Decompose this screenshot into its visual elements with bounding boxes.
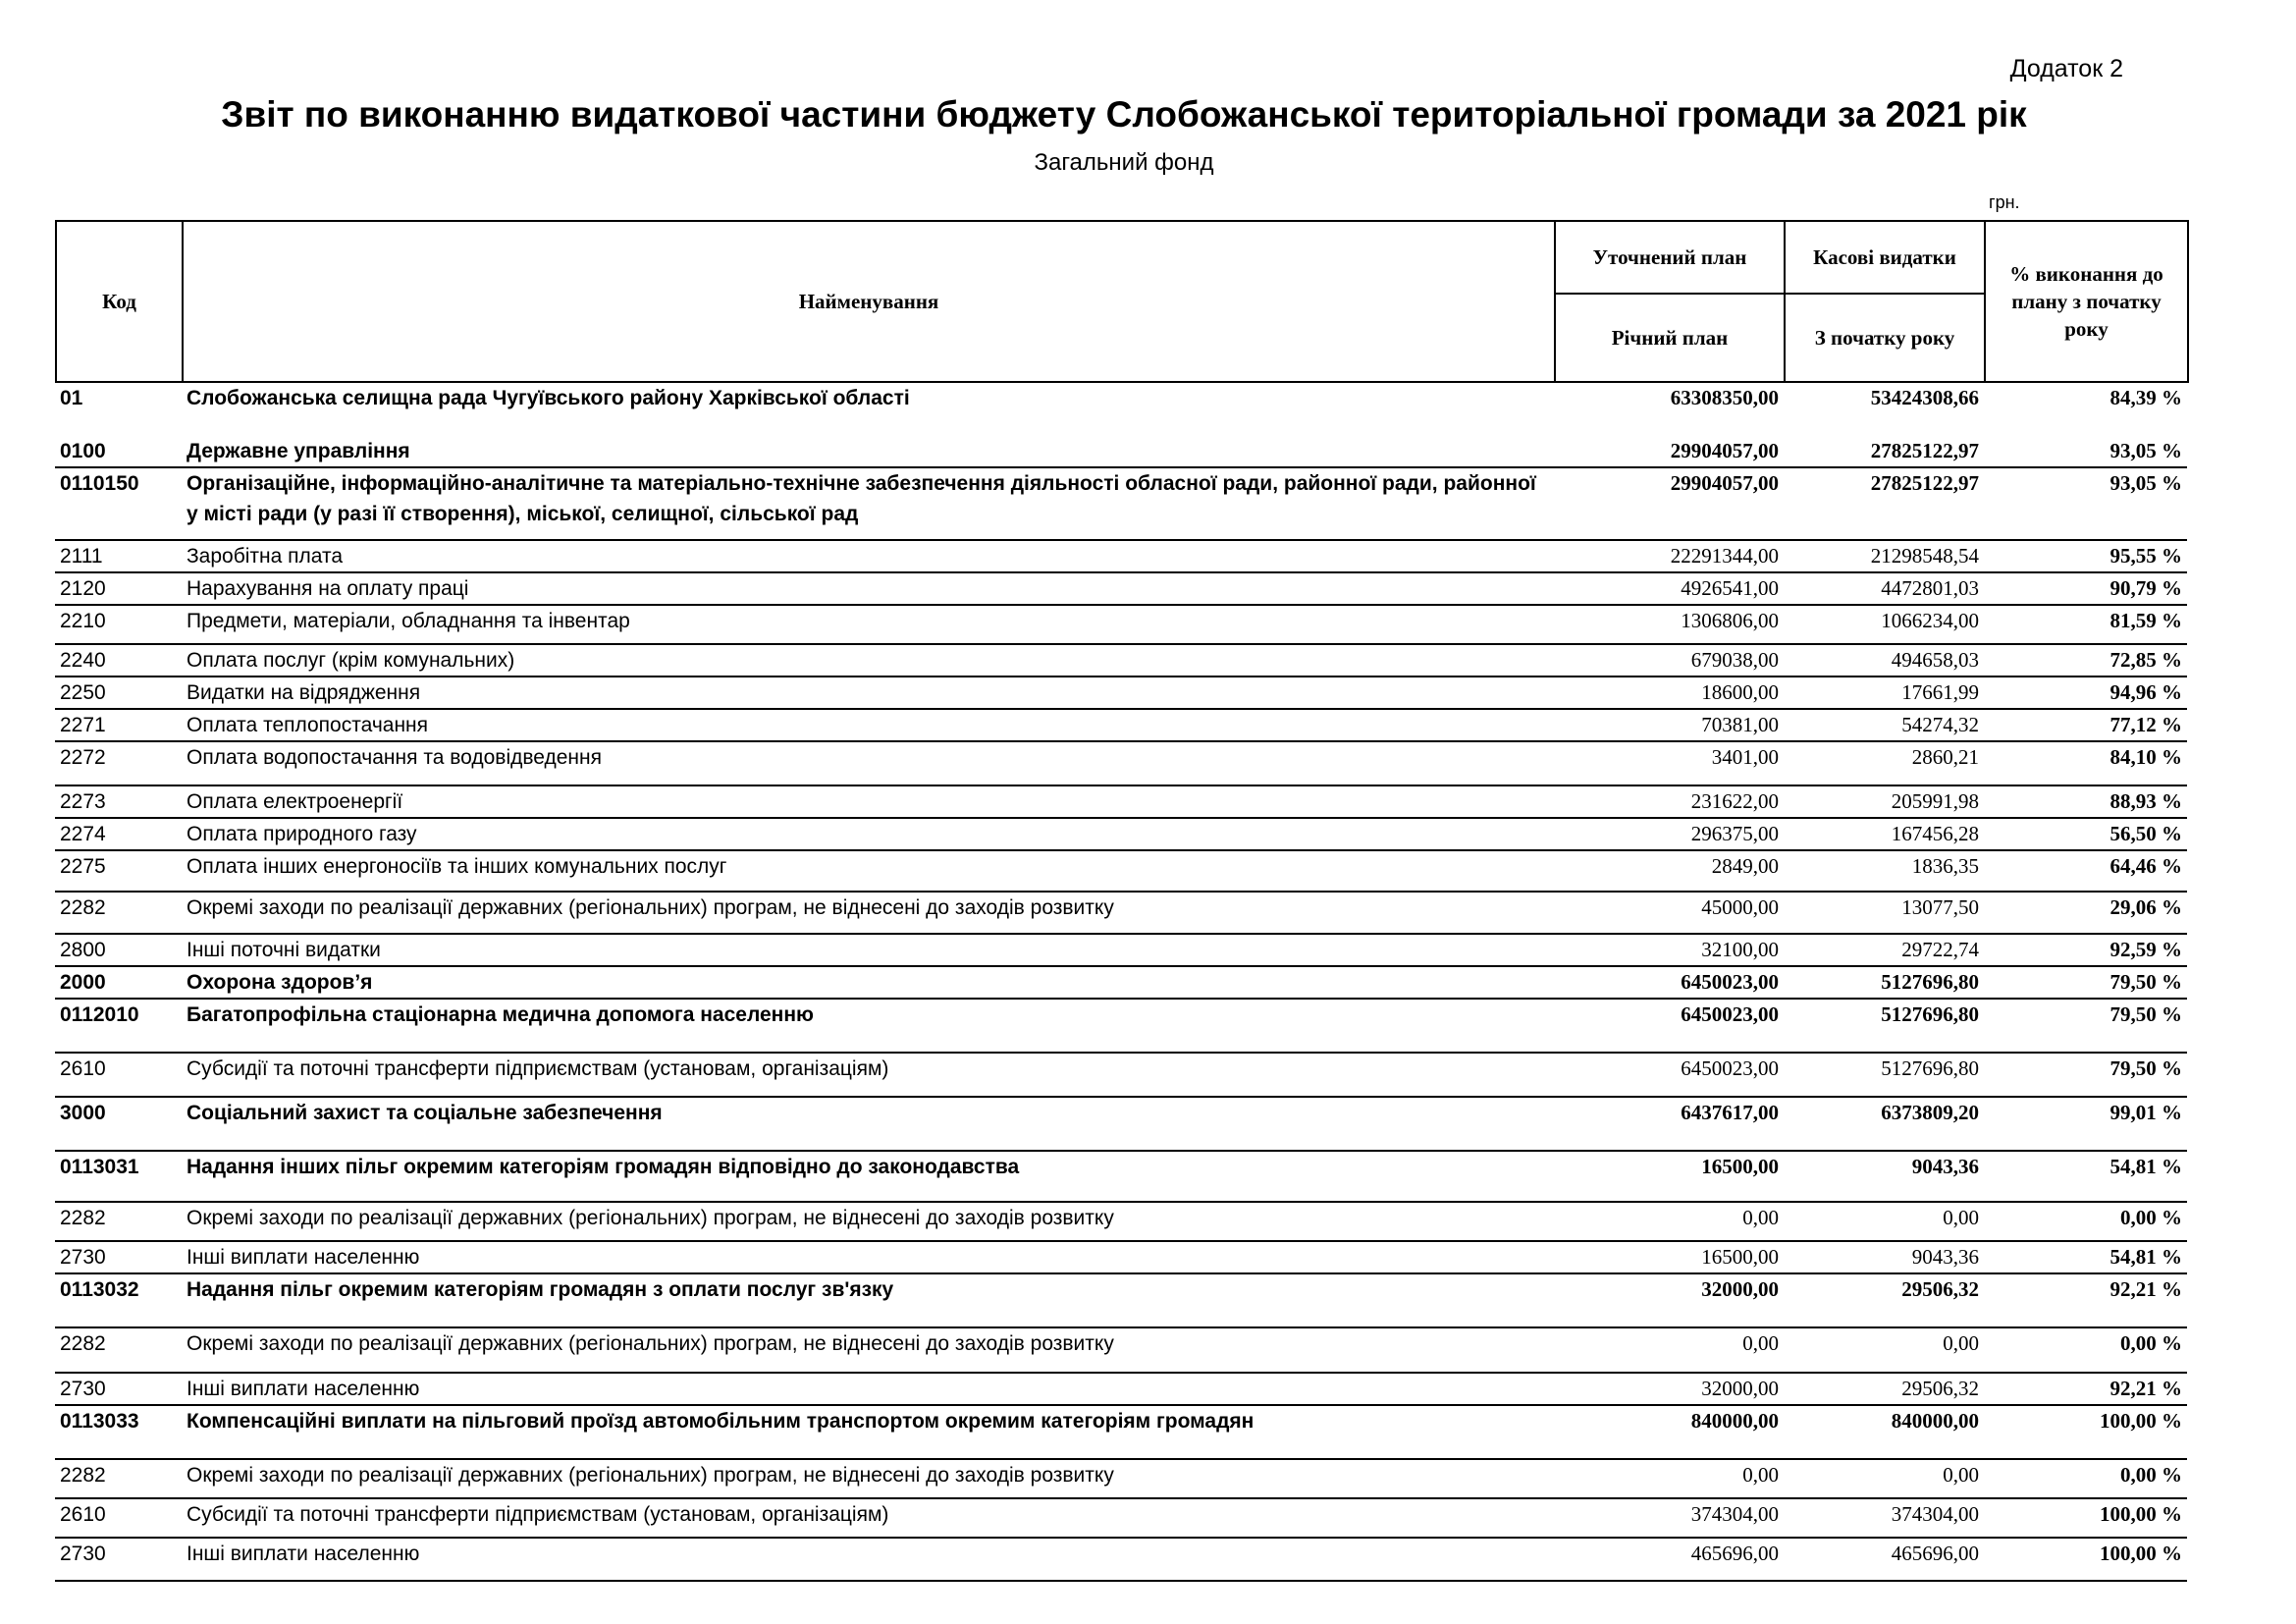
table-row [55, 1241, 2187, 1273]
table-row [55, 1498, 2187, 1538]
row-code: 2282 [55, 1202, 182, 1241]
row-percent: 79,50 % [1984, 966, 2187, 999]
table-row [55, 1327, 2187, 1373]
row-spent: 29722,74 [1784, 934, 1984, 966]
header-name: Найменування [183, 221, 1555, 382]
row-percent: 0,00 % [1984, 1459, 2187, 1498]
row-code: 3000 [55, 1097, 182, 1151]
row-code: 2275 [55, 850, 182, 892]
row-name: Оплата теплопостачання [182, 709, 1554, 741]
row-percent: 54,81 % [1984, 1151, 2187, 1202]
row-plan: 6437617,00 [1554, 1097, 1784, 1151]
row-plan: 45000,00 [1554, 892, 1784, 934]
row-percent: 0,00 % [1984, 1327, 2187, 1373]
row-percent: 94,96 % [1984, 677, 2187, 709]
row-plan: 32000,00 [1554, 1373, 1784, 1405]
row-name: Нарахування на оплату праці [182, 572, 1554, 605]
row-spent: 27825122,97 [1784, 436, 1984, 467]
row-spent: 1066234,00 [1784, 605, 1984, 644]
row-spent: 0,00 [1784, 1202, 1984, 1241]
header-plan-group: Уточнений план [1555, 221, 1785, 294]
row-name: Окремі заходи по реалізації державних (регіональних) програм, не віднесені до заходів розвитку [182, 1459, 1554, 1498]
row-plan: 29904057,00 [1554, 467, 1784, 540]
row-code: 0110150 [55, 467, 182, 540]
header-percent: % виконання до плану з початку року [1985, 221, 2188, 382]
table-row [55, 1202, 2187, 1241]
header-code: Код [56, 221, 183, 382]
row-spent: 1836,35 [1784, 850, 1984, 892]
row-percent: 93,05 % [1984, 467, 2187, 540]
row-spent: 494658,03 [1784, 644, 1984, 677]
row-spent: 2860,21 [1784, 741, 1984, 785]
row-name: Надання інших пільг окремим категоріям громадян відповідно до законодавства [182, 1151, 1554, 1202]
row-code: 2274 [55, 818, 182, 850]
header-spent-sub: З початку року [1785, 294, 1985, 382]
row-percent: 100,00 % [1984, 1538, 2187, 1581]
row-plan: 16500,00 [1554, 1241, 1784, 1273]
row-plan: 296375,00 [1554, 818, 1784, 850]
table-row [55, 572, 2187, 605]
table-row [55, 1053, 2187, 1097]
row-plan: 3401,00 [1554, 741, 1784, 785]
row-plan: 22291344,00 [1554, 540, 1784, 572]
row-spent: 374304,00 [1784, 1498, 1984, 1538]
row-code: 2282 [55, 1327, 182, 1373]
row-name: Окремі заходи по реалізації державних (регіональних) програм, не віднесені до заходів розвитку [182, 892, 1554, 934]
table-row [55, 467, 2187, 540]
row-plan: 32000,00 [1554, 1273, 1784, 1327]
row-percent: 77,12 % [1984, 709, 2187, 741]
header-spent-group: Касові видатки [1785, 221, 1985, 294]
row-percent: 29,06 % [1984, 892, 2187, 934]
row-plan: 6450023,00 [1554, 966, 1784, 999]
row-percent: 88,93 % [1984, 785, 2187, 818]
row-spent: 840000,00 [1784, 1405, 1984, 1459]
row-name: Соціальний захист та соціальне забезпечення [182, 1097, 1554, 1151]
table-row [55, 1459, 2187, 1498]
row-plan: 465696,00 [1554, 1538, 1784, 1581]
row-plan: 679038,00 [1554, 644, 1784, 677]
row-name: Інші поточні видатки [182, 934, 1554, 966]
row-percent: 92,21 % [1984, 1373, 2187, 1405]
row-spent: 5127696,80 [1784, 1053, 1984, 1097]
row-spent: 27825122,97 [1784, 467, 1984, 540]
row-plan: 18600,00 [1554, 677, 1784, 709]
row-code: 0100 [55, 436, 182, 467]
row-plan: 16500,00 [1554, 1151, 1784, 1202]
row-plan: 29904057,00 [1554, 436, 1784, 467]
row-name: Оплата природного газу [182, 818, 1554, 850]
annex-label: Додаток 2 [2009, 55, 2123, 82]
report-title: Звіт по виконанню видаткової частини бюджету Слобожанської територіальної громади за 2021 рік [221, 94, 2027, 135]
row-name: Заробітна плата [182, 540, 1554, 572]
row-spent: 29506,32 [1784, 1373, 1984, 1405]
row-code: 2000 [55, 966, 182, 999]
row-code: 2240 [55, 644, 182, 677]
row-percent: 84,39 % [2109, 386, 2182, 409]
row-spent: 4472801,03 [1784, 572, 1984, 605]
row-plan: 70381,00 [1554, 709, 1784, 741]
row-code: 2273 [55, 785, 182, 818]
row-plan: 0,00 [1554, 1327, 1784, 1373]
row-percent: 81,59 % [1984, 605, 2187, 644]
row-code: 0113032 [55, 1273, 182, 1327]
row-percent: 90,79 % [1984, 572, 2187, 605]
table-row [55, 999, 2187, 1053]
table-row [55, 892, 2187, 934]
row-name: Оплата послуг (крім комунальних) [182, 644, 1554, 677]
row-code: 0113033 [55, 1405, 182, 1459]
row-plan: 0,00 [1554, 1459, 1784, 1498]
row-spent: 465696,00 [1784, 1538, 1984, 1581]
row-plan: 6450023,00 [1554, 999, 1784, 1053]
row-spent: 5127696,80 [1784, 999, 1984, 1053]
row-plan: 2849,00 [1554, 850, 1784, 892]
row-name: Охорона здоров’я [182, 966, 1554, 999]
row-name: Оплата інших енергоносіїв та інших комунальних послуг [182, 850, 1554, 892]
row-code: 2730 [55, 1241, 182, 1273]
row-code: 2282 [55, 892, 182, 934]
row-plan: 374304,00 [1554, 1498, 1784, 1538]
row-plan: 4926541,00 [1554, 572, 1784, 605]
row-code: 2730 [55, 1373, 182, 1405]
row-spent: 167456,28 [1784, 818, 1984, 850]
table-row [55, 383, 2187, 436]
row-name: Субсидії та поточні трансферти підприємствам (установам, організаціям) [182, 1498, 1554, 1538]
table-row [55, 741, 2187, 785]
row-spent: 53424308,66 [1870, 386, 1979, 409]
row-spent: 13077,50 [1784, 892, 1984, 934]
table-row [55, 1405, 2187, 1459]
table-row [55, 1151, 2187, 1202]
row-name: Предмети, матеріали, обладнання та інвентар [182, 605, 1554, 644]
table-header [55, 220, 2189, 383]
row-code: 0112010 [55, 999, 182, 1053]
row-percent: 92,21 % [1984, 1273, 2187, 1327]
row-percent: 0,00 % [1984, 1202, 2187, 1241]
row-percent: 64,46 % [1984, 850, 2187, 892]
row-spent: 17661,99 [1784, 677, 1984, 709]
table-row [55, 850, 2187, 892]
row-spent: 5127696,80 [1784, 966, 1984, 999]
table-row [55, 677, 2187, 709]
table-row [55, 966, 2187, 999]
row-percent: 92,59 % [1984, 934, 2187, 966]
row-percent: 56,50 % [1984, 818, 2187, 850]
table-row [55, 934, 2187, 966]
row-name: Багатопрофільна стаціонарна медична допомога населенню [182, 999, 1554, 1053]
row-code: 2800 [55, 934, 182, 966]
row-name: Видатки на відрядження [182, 677, 1554, 709]
row-plan: 63308350,00 [1670, 386, 1779, 409]
header-plan-sub: Річний план [1555, 294, 1785, 382]
row-spent: 6373809,20 [1784, 1097, 1984, 1151]
table-row [55, 1097, 2187, 1151]
row-code: 2210 [55, 605, 182, 644]
row-plan: 1306806,00 [1554, 605, 1784, 644]
row-percent: 84,10 % [1984, 741, 2187, 785]
row-code: 2610 [55, 1498, 182, 1538]
row-name: Надання пільг окремим категоріям громадян з оплати послуг зв'язку [182, 1273, 1554, 1327]
row-percent: 93,05 % [1984, 436, 2187, 467]
row-spent: 21298548,54 [1784, 540, 1984, 572]
row-percent: 100,00 % [1984, 1498, 2187, 1538]
row-percent: 100,00 % [1984, 1405, 2187, 1459]
row-plan: 6450023,00 [1554, 1053, 1784, 1097]
row-name: Організаційне, інформаційно-аналітичне та матеріально-технічне забезпечення діяльності обласної ради, районної ради, районної у місті ради (у разі її створення), міської, селищної, сільської рад [182, 467, 1554, 540]
row-percent: 72,85 % [1984, 644, 2187, 677]
row-code: 2250 [55, 677, 182, 709]
row-plan: 231622,00 [1554, 785, 1784, 818]
table-row [55, 818, 2187, 850]
row-plan: 840000,00 [1554, 1405, 1784, 1459]
row-code: 01 [60, 387, 83, 409]
row-spent: 29506,32 [1784, 1273, 1984, 1327]
row-spent: 54274,32 [1784, 709, 1984, 741]
row-code: 2610 [55, 1053, 182, 1097]
table-row [55, 540, 2187, 572]
table-row [55, 709, 2187, 741]
row-plan: 32100,00 [1554, 934, 1784, 966]
row-name: Інші виплати населенню [182, 1538, 1554, 1581]
row-spent: 9043,36 [1784, 1151, 1984, 1202]
row-code: 2272 [55, 741, 182, 785]
row-percent: 95,55 % [1984, 540, 2187, 572]
row-name: Слобожанська селищна рада Чугуївського району Харківської області [187, 387, 910, 409]
row-percent: 54,81 % [1984, 1241, 2187, 1273]
row-name: Оплата водопостачання та водовідведення [182, 741, 1554, 785]
row-code: 2730 [55, 1538, 182, 1581]
row-plan: 0,00 [1554, 1202, 1784, 1241]
row-name: Окремі заходи по реалізації державних (регіональних) програм, не віднесені до заходів розвитку [182, 1327, 1554, 1373]
row-name: Інші виплати населенню [182, 1373, 1554, 1405]
row-spent: 9043,36 [1784, 1241, 1984, 1273]
row-code: 0113031 [55, 1151, 182, 1202]
row-name: Оплата електроенергії [182, 785, 1554, 818]
row-spent: 205991,98 [1784, 785, 1984, 818]
row-spent: 0,00 [1784, 1459, 1984, 1498]
fund-subtitle: Загальний фонд [1034, 149, 1214, 176]
row-code: 2111 [55, 540, 182, 572]
row-percent: 79,50 % [1984, 999, 2187, 1053]
expenditure-table [55, 383, 2187, 1582]
table-row [55, 605, 2187, 644]
table-row [55, 436, 2187, 467]
row-name: Окремі заходи по реалізації державних (регіональних) програм, не віднесені до заходів розвитку [182, 1202, 1554, 1241]
table-row [55, 1373, 2187, 1405]
row-code: 2282 [55, 1459, 182, 1498]
table-row [55, 1538, 2187, 1581]
row-name: Субсидії та поточні трансферти підприємствам (установам, організаціям) [182, 1053, 1554, 1097]
table-row [55, 1273, 2187, 1327]
row-percent: 99,01 % [1984, 1097, 2187, 1151]
row-spent: 0,00 [1784, 1327, 1984, 1373]
row-name: Компенсаційні виплати на пільговий проїзд автомобільним транспортом окремим категоріям громадян [182, 1405, 1554, 1459]
table-row [55, 644, 2187, 677]
row-percent: 79,50 % [1984, 1053, 2187, 1097]
row-name: Державне управління [182, 436, 1554, 467]
table-row [55, 785, 2187, 818]
currency-unit: грн. [1989, 192, 2020, 212]
row-code: 2120 [55, 572, 182, 605]
row-code: 2271 [55, 709, 182, 741]
row-name: Інші виплати населенню [182, 1241, 1554, 1273]
